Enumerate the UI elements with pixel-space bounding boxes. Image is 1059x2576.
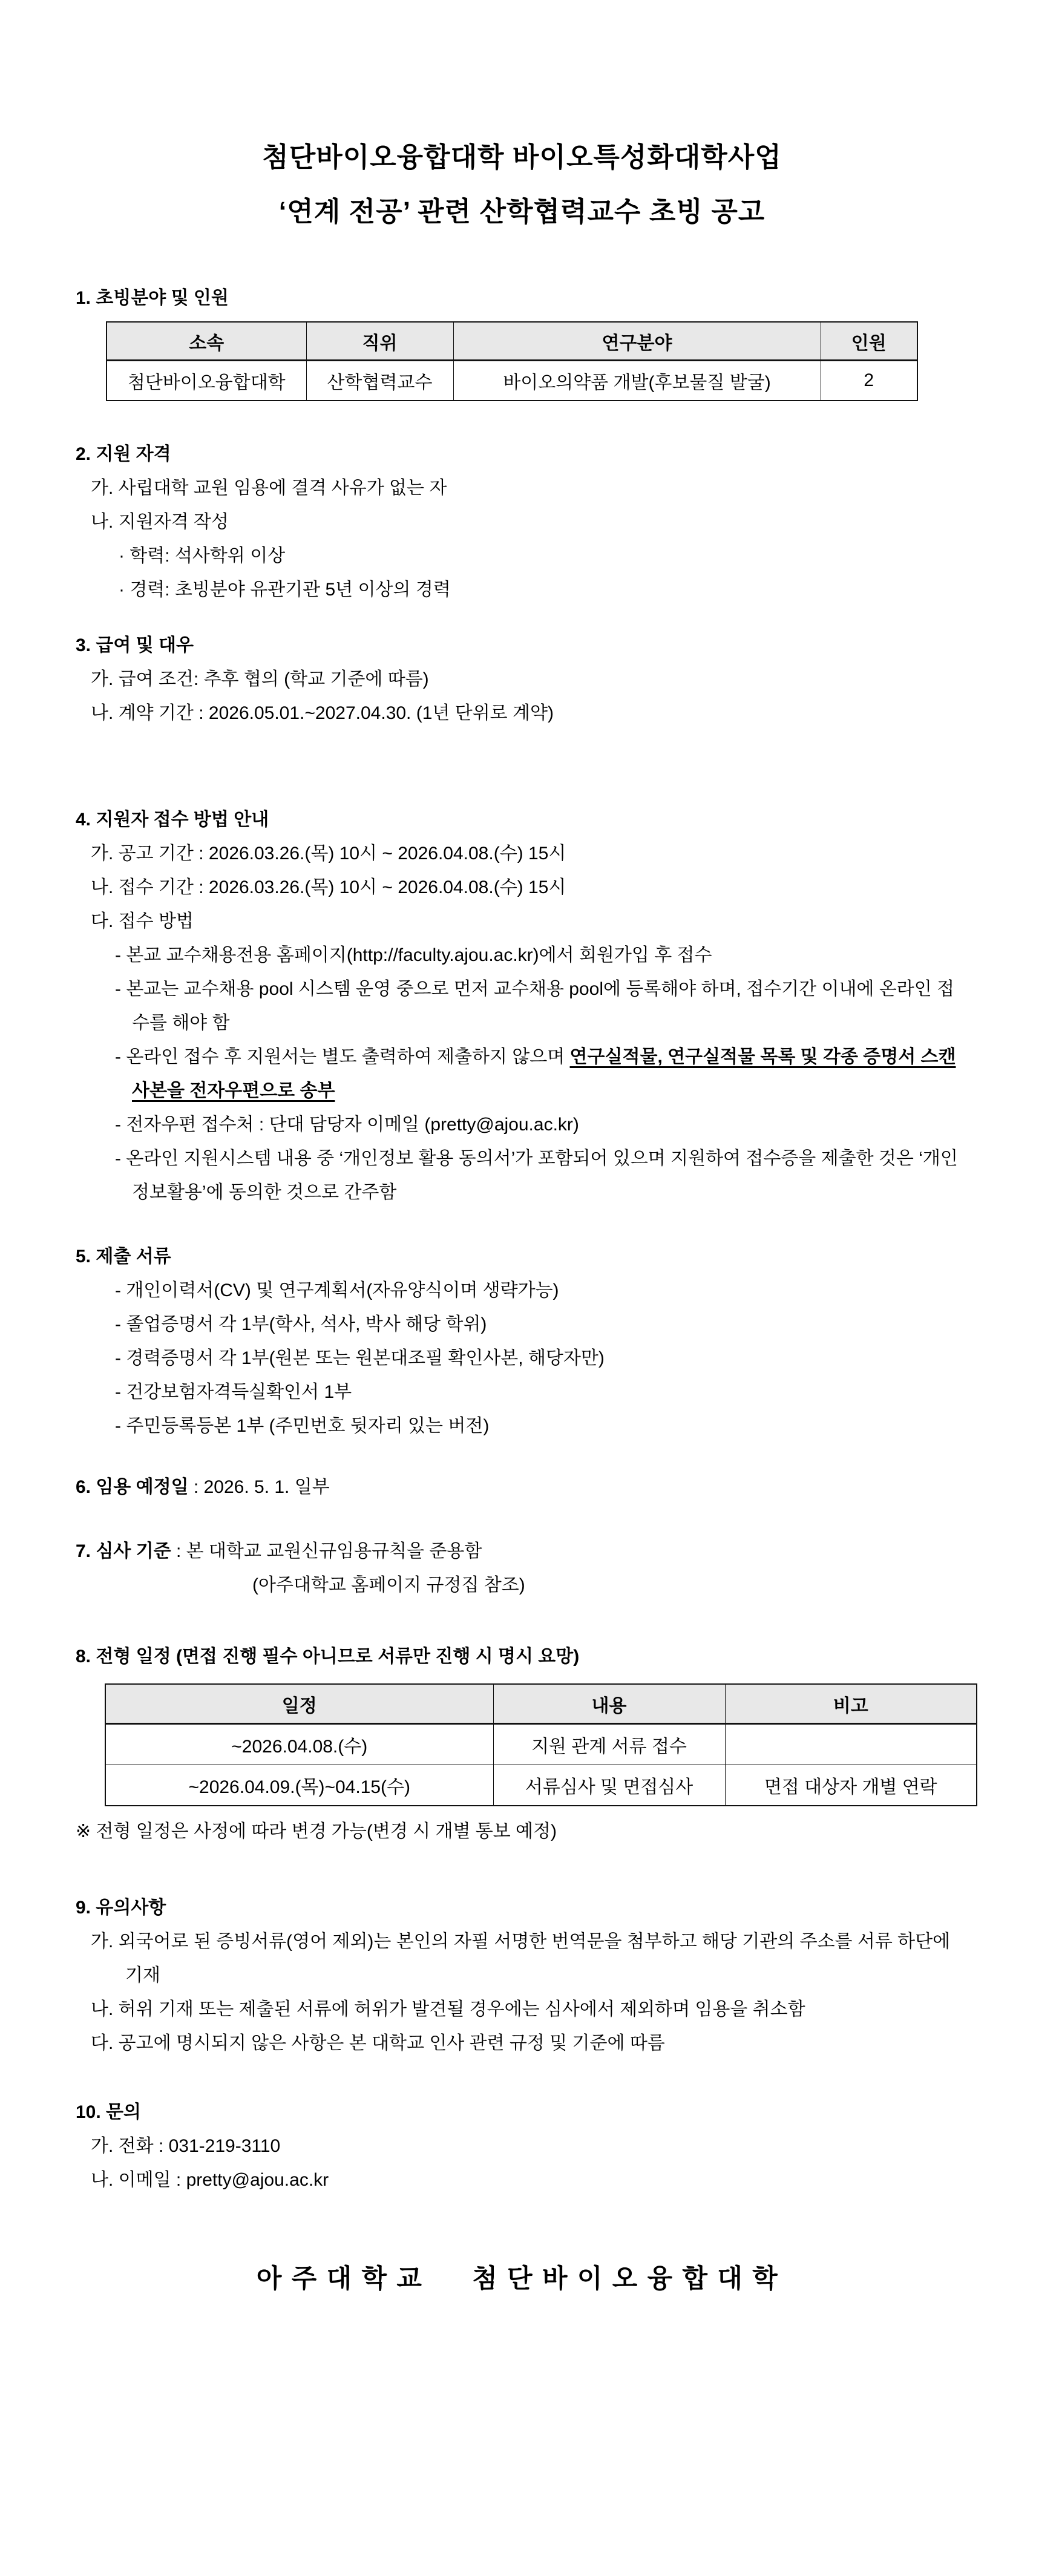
section-4-dash-homepage: - 본교 교수채용전용 홈페이지(http://faculty.ajou.ac.kr)에서 회원가입 후 접수: [115, 945, 712, 965]
table-header-row: [105, 1684, 977, 1724]
cell-remarks-2: 면접 대상자 개별 연락: [725, 1765, 977, 1806]
section-2-item-na: 나. 지원자격 작성: [91, 512, 229, 532]
section-4-dash-pool: - 본교는 교수채용 pool 시스템 운영 중으로 먼저 교수채용 pool에 등록해야 하며, 접수기간 이내에 온라인 접수를 해야 함: [115, 979, 955, 1033]
cell-content-1: 지원 관계 서류 접수: [493, 1724, 725, 1765]
document-title-line2: ‘연계 전공’ 관련 산학협력교수 초빙 공고: [278, 196, 766, 227]
section-2-heading: 2. 지원 자격: [76, 444, 171, 464]
section-3-item-na: 나. 계약 기간 : 2026.05.01.~2027.04.30. (1년 단위로 계약): [91, 703, 554, 723]
selection-schedule-table: [105, 1683, 977, 1806]
section-5-dash-career-cert: - 경력증명서 각 1부(원본 또는 원본대조필 확인사본, 해당자만): [115, 1348, 605, 1368]
section-5-dash-cv: - 개인이력서(CV) 및 연구계획서(자유양식이며 생략가능): [115, 1280, 559, 1300]
section-7-heading-label: 7. 심사 기준: [76, 1541, 171, 1561]
section-3-item-ga: 가. 급여 조건: 추후 협의 (학교 기준에 따름): [91, 669, 429, 689]
section-2-sub-education: · 학력: 석사학위 이상: [119, 546, 286, 566]
section-10-heading: 10. 문의: [76, 2102, 141, 2122]
column-header-content: 내용: [493, 1684, 725, 1724]
section-7-heading: [76, 1535, 968, 1568]
section-6-heading: [76, 1470, 968, 1504]
table-row: [107, 361, 917, 401]
section-4-item-na: 나. 접수 기간 : 2026.03.26.(목) 10시 ~ 2026.04.08.(수) 15시: [91, 877, 566, 897]
section-10-item-email: 나. 이메일 : pretty@ajou.ac.kr: [91, 2170, 329, 2190]
section-1-heading: 1. 초빙분야 및 인원: [76, 288, 229, 308]
cell-remarks-1: [725, 1724, 977, 1765]
section-7-reference-note: (아주대학교 홈페이지 규정집 참조): [252, 1575, 525, 1595]
recruitment-field-table: [106, 321, 918, 401]
column-header-research-field: 연구분야: [453, 322, 821, 361]
section-5-dash-diploma: - 졸업증명서 각 1부(학사, 석사, 박사 해당 학위): [115, 1314, 487, 1334]
section-3-heading: 3. 급여 및 대우: [76, 635, 194, 655]
section-5-dash-resident-register: - 주민등록등본 1부 (주민번호 뒷자리 있는 버전): [115, 1416, 490, 1436]
section-4-dash-online-submit-plain: - 온라인 접수 후 지원서는 별도 출력하여 제출하지 않으며: [115, 1047, 570, 1067]
cell-research-field: 바이오의약품 개발(후보물질 발굴): [453, 361, 821, 401]
section-2-sub-career: · 경력: 초빙분야 유관기관 5년 이상의 경력: [119, 580, 451, 600]
section-9-item-na: 나. 허위 기재 또는 제출된 서류에 허위가 발견될 경우에는 심사에서 제외하며 임용을 취소함: [91, 1999, 805, 2019]
cell-schedule-1: ~2026.04.08.(수): [105, 1724, 493, 1765]
section-6-heading-label: 6. 임용 예정일: [76, 1477, 189, 1497]
section-5-dash-insurance-cert: - 건강보험자격득실확인서 1부: [115, 1382, 352, 1402]
table-row: [105, 1724, 977, 1765]
section-4-item-da: 다. 접수 방법: [91, 911, 194, 931]
section-4-item-ga: 가. 공고 기간 : 2026.03.26.(목) 10시 ~ 2026.04.08.(수) 15시: [91, 844, 566, 864]
section-4-dash-online-submit-emphasis: 연구실적물, 연구실적물 목록 및 각종 증명서 스캔 사본을 전자우편으로 송부: [132, 1047, 956, 1101]
column-header-affiliation: 소속: [107, 322, 306, 361]
section-6-heading-value: : 2026. 5. 1. 일부: [188, 1477, 330, 1497]
cell-position: 산학협력교수: [306, 361, 453, 401]
document-title-line1: 첨단바이오융합대학 바이오특성화대학사업: [262, 142, 782, 172]
column-header-position: 직위: [306, 322, 453, 361]
section-4-dash-online-submit: [76, 1040, 968, 1108]
issuing-organization: 아주대학교 첨단바이오융합대학: [256, 2264, 788, 2293]
section-5-heading: 5. 제출 서류: [76, 1247, 171, 1267]
cell-headcount: 2: [821, 361, 917, 401]
section-4-heading: 4. 지원자 접수 방법 안내: [76, 810, 269, 830]
column-header-schedule: 일정: [105, 1684, 493, 1724]
table-header-row: [107, 322, 917, 361]
section-9-item-ga: 가. 외국어로 된 증빙서류(영어 제외)는 본인의 자필 서명한 번역문을 첨부하고 해당 기관의 주소를 서류 하단에 기재: [91, 1932, 951, 1985]
table-row: [105, 1765, 977, 1806]
column-header-headcount: 인원: [821, 322, 917, 361]
cell-content-2: 서류심사 및 면접심사: [493, 1765, 725, 1806]
section-4-dash-email-address: - 전자우편 접수처 : 단대 담당자 이메일 (pretty@ajou.ac.kr): [115, 1115, 579, 1135]
column-header-remarks: 비고: [725, 1684, 977, 1724]
cell-schedule-2: ~2026.04.09.(목)~04.15(수): [105, 1765, 493, 1806]
section-9-item-da: 다. 공고에 명시되지 않은 사항은 본 대학교 인사 관련 규정 및 기준에 따름: [91, 2033, 665, 2053]
document-title: [76, 130, 968, 239]
section-2-item-ga: 가. 사립대학 교원 임용에 결격 사유가 없는 자: [91, 478, 447, 498]
section-4-dash-privacy-consent: - 온라인 지원시스템 내용 중 ‘개인정보 활용 동의서’가 포함되어 있으며 지원하여 접수증을 제출한 것은 ‘개인정보활용’에 동의한 것으로 간주함: [115, 1149, 958, 1202]
section-10-item-phone: 가. 전화 : 031-219-3110: [91, 2136, 281, 2156]
section-8-heading: 8. 전형 일정 (면접 진행 필수 아니므로 서류만 진행 시 명시 요망): [76, 1647, 580, 1667]
section-9-heading: 9. 유의사항: [76, 1898, 166, 1918]
section-8-change-note: ※ 전형 일정은 사정에 따라 변경 가능(변경 시 개별 통보 예정): [76, 1821, 557, 1841]
cell-affiliation: 첨단바이오융합대학: [107, 361, 306, 401]
section-7-heading-value: : 본 대학교 교원신규임용규칙을 준용함: [171, 1541, 482, 1561]
